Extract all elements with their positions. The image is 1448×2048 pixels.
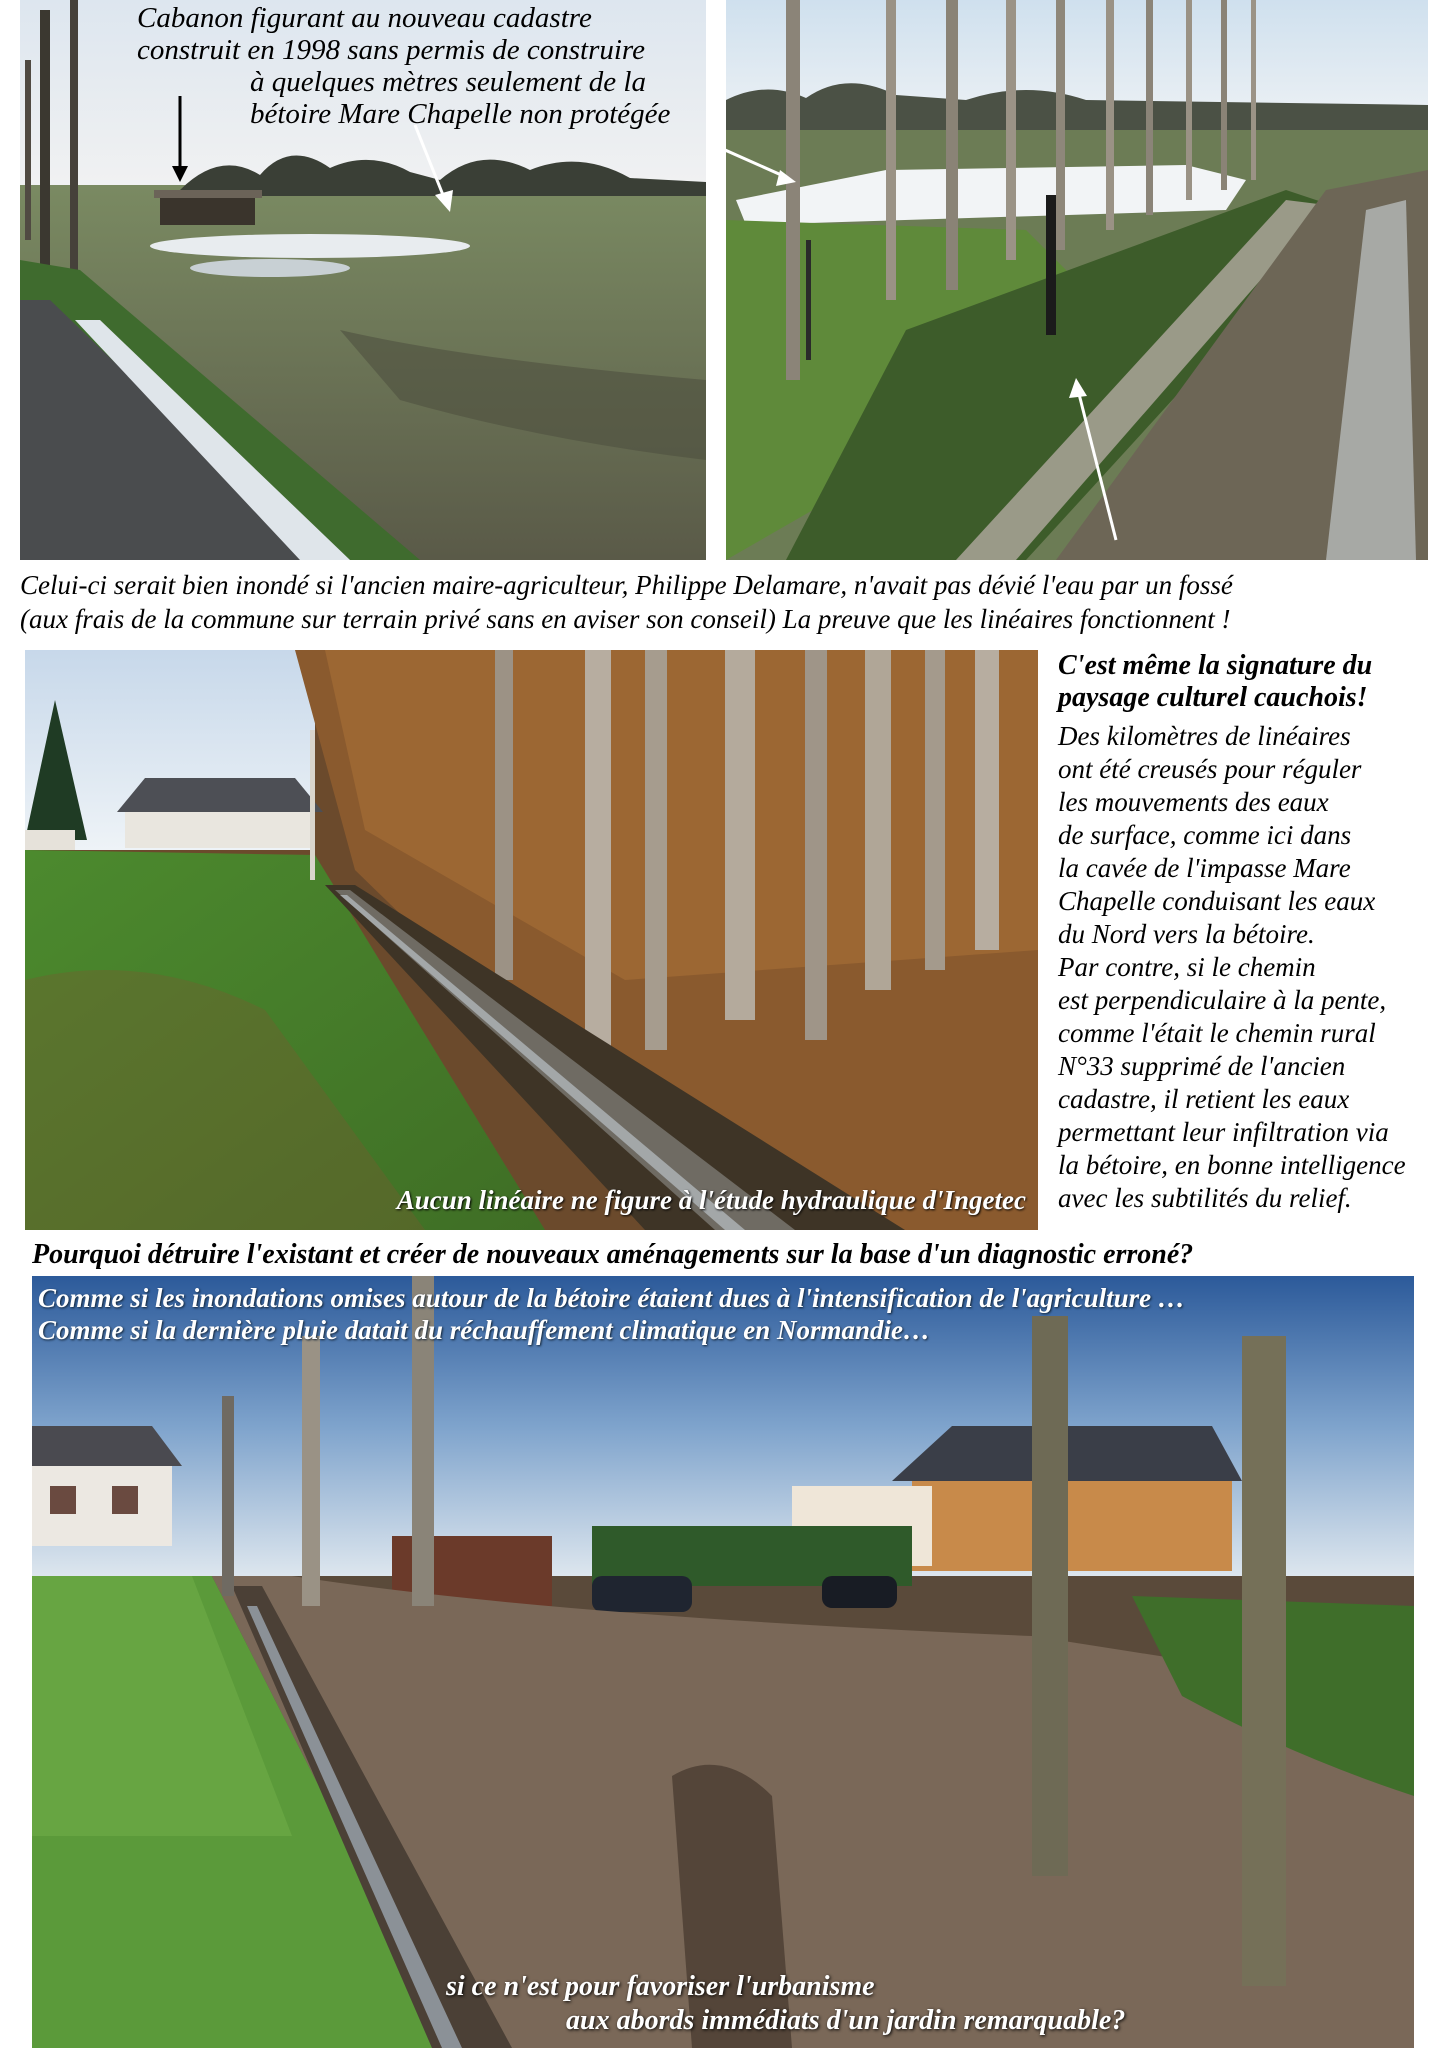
side-title-line: paysage culturel cauchois! <box>1058 682 1368 713</box>
side-text <box>1058 650 1443 1215</box>
side-body-line: la bétoire, en bonne intelligence <box>1058 1150 1406 1180</box>
side-body-line: les mouvements des eaux <box>1058 787 1329 817</box>
side-body-line: la cavée de l'impasse Mare <box>1058 853 1351 883</box>
caption-line: (aux frais de la commune sur terrain privé sans en aviser son conseil) La preuve que les linéaires fonctionnent ! <box>20 604 1231 634</box>
photo1-caption-line: bétoire Mare Chapelle non protégée <box>250 98 671 130</box>
photo1-caption <box>137 2 670 130</box>
photo1-caption-line: Cabanon figurant au nouveau cadastre <box>137 2 592 34</box>
photo-impasse-urbanisme <box>32 1276 1414 2048</box>
side-body-line: Chapelle conduisant les eaux <box>1058 886 1376 916</box>
side-body-line: comme l'était le chemin rural <box>1058 1018 1376 1048</box>
photo1-caption-line: construit en 1998 sans permis de construire <box>137 34 646 66</box>
photo4-bottom-caption: aux abords immédiats d'un jardin remarquable? <box>566 2005 1126 2036</box>
side-body-line: Par contre, si le chemin <box>1058 952 1316 982</box>
side-body-line: Des kilomètres de linéaires <box>1058 721 1351 751</box>
photo1-caption-line: à quelques mètres seulement de la <box>250 66 646 98</box>
side-body-line: du Nord vers la bétoire. <box>1058 919 1315 949</box>
photo-field-cabanon <box>20 0 706 560</box>
photo-ditch-trees <box>726 0 1428 560</box>
photo4-overlay-line: Comme si la dernière pluie datait du réchauffement climatique en Normandie… <box>38 1315 931 1345</box>
side-body-line: permettant leur infiltration via <box>1058 1117 1389 1147</box>
photo-cavee-lineaire <box>25 650 1038 1230</box>
question-heading: Pourquoi détruire l'existant et créer de nouveaux aménagements sur la base d'un diagnostic erroné? <box>32 1239 1194 1270</box>
side-body-line: est perpendiculaire à la pente, <box>1058 985 1387 1015</box>
caption-line: Celui-ci serait bien inondé si l'ancien maire-agriculteur, Philippe Delamare, n'avait pas dévié l'eau par un fossé <box>20 570 1233 600</box>
caption-flood-ditch <box>20 568 1448 636</box>
side-title <box>1058 650 1443 714</box>
photo4-bottom-caption: si ce n'est pour favoriser l'urbanisme <box>446 1971 875 2002</box>
side-body <box>1058 720 1443 1215</box>
side-body-line: ont été creusés pour réguler <box>1058 754 1362 784</box>
side-title-line: C'est même la signature du <box>1058 650 1373 681</box>
photo4-overlay-line: Comme si les inondations omises autour de la bétoire étaient dues à l'intensification de l'agriculture … <box>38 1283 1185 1313</box>
photo3-caption: Aucun linéaire ne figure à l'étude hydraulique d'Ingetec <box>396 1185 1026 1216</box>
side-body-line: N°33 supprimé de l'ancien <box>1058 1051 1346 1081</box>
side-body-line: avec les subtilités du relief. <box>1058 1183 1352 1213</box>
side-body-line: cadastre, il retient les eaux <box>1058 1084 1350 1114</box>
side-body-line: de surface, comme ici dans <box>1058 820 1352 850</box>
